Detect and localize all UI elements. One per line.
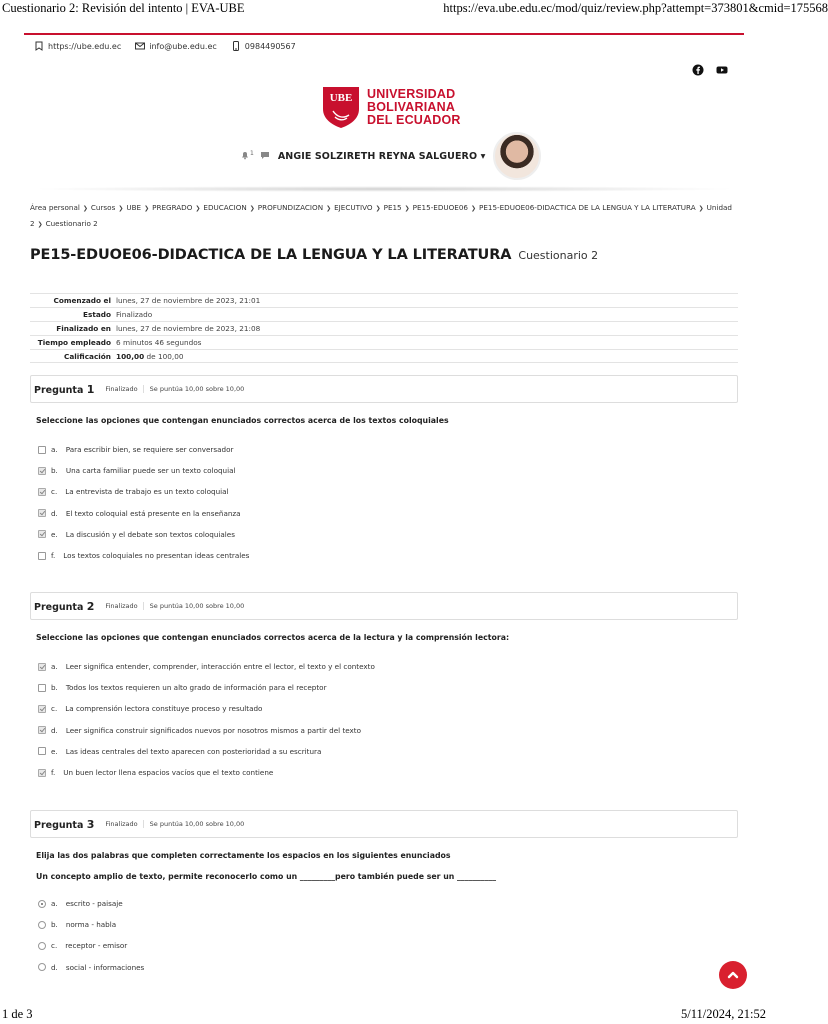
option-letter: a.	[51, 899, 58, 909]
answer-radio[interactable]	[38, 963, 46, 971]
option-text: escrito - paisaje	[65, 899, 123, 909]
social-links	[692, 61, 728, 73]
back-to-top-button[interactable]	[719, 961, 747, 989]
option-letter: d.	[51, 962, 58, 972]
answer-option[interactable]	[38, 439, 249, 460]
option-text: Leer significa construir significados nuevos por nosotros mismos a partir del texto	[65, 725, 362, 735]
option-text: El texto coloquial está presente en la enseñanza	[65, 508, 241, 518]
website-text: https://ube.edu.ec	[48, 41, 122, 51]
summary-row-time: Tiempo empleado 6 minutos 46 segundos	[30, 335, 738, 349]
breadcrumb-item[interactable]: Cuestionario 2	[45, 219, 98, 228]
contact-bar	[34, 41, 296, 51]
email-link[interactable]	[135, 41, 217, 51]
option-text: norma - habla	[65, 920, 117, 930]
option-text: Para escribir bien, se requiere ser conversador	[65, 445, 234, 455]
option-letter: d.	[51, 725, 58, 735]
answer-checkbox[interactable]	[38, 769, 46, 777]
summary-row-started: Comenzado el lunes, 27 de noviembre de 2023, 21:01	[30, 293, 738, 307]
question-2-header	[30, 592, 738, 620]
answer-option[interactable]	[38, 677, 375, 698]
answer-checkbox[interactable]	[38, 530, 46, 538]
summary-row-grade: Calificación 100,00 de 100,00	[30, 349, 738, 363]
answer-option[interactable]	[38, 741, 375, 762]
option-text: Las ideas centrales del texto aparecen con posterioridad a su escritura	[65, 746, 322, 756]
option-letter: e.	[51, 529, 58, 539]
breadcrumb-item[interactable]: Cursos	[90, 203, 116, 212]
chevron-right-icon: ❯	[404, 205, 410, 212]
chevron-right-icon: ❯	[326, 205, 332, 212]
breadcrumb-item[interactable]: UBE	[126, 203, 142, 212]
option-text: Los textos coloquiales no presentan ideas centrales	[63, 551, 250, 561]
envelope-icon	[135, 41, 145, 51]
option-letter: d.	[51, 508, 58, 518]
breadcrumb-item[interactable]: EJECUTIVO	[334, 203, 373, 212]
top-red-line	[24, 33, 744, 35]
answer-checkbox[interactable]	[38, 726, 46, 734]
summary-row-finished: Finalizado en lunes, 27 de noviembre de 2023, 21:08	[30, 321, 738, 335]
print-footer	[0, 1006, 768, 1024]
print-header	[0, 0, 828, 18]
question-3-text: Elija las dos palabras que completen correctamente los espacios en los siguientes enunciados	[36, 851, 451, 860]
answer-checkbox[interactable]	[38, 747, 46, 755]
breadcrumb-item[interactable]: PE15-EDUOE06	[412, 203, 468, 212]
email-text: info@ube.edu.ec	[149, 41, 217, 51]
chevron-right-icon: ❯	[249, 205, 255, 212]
university-name: UNIVERSIDAD BOLIVARIANA DEL ECUADOR	[367, 86, 461, 127]
facebook-icon[interactable]	[692, 61, 704, 73]
user-notifications	[240, 150, 270, 163]
question-number: Pregunta 1	[34, 382, 95, 396]
chevron-up-icon	[726, 968, 740, 982]
option-text: La comprensión lectora constituye proceso y resultado	[65, 704, 263, 714]
answer-checkbox[interactable]	[38, 552, 46, 560]
website-link[interactable]	[34, 41, 121, 51]
course-title: PE15-EDUOE06-DIDACTICA DE LA LENGUA Y LA LITERATURA	[30, 247, 512, 263]
question-state: Finalizado	[105, 820, 138, 828]
phone-icon	[231, 41, 241, 51]
breadcrumb-item[interactable]: PE15	[383, 203, 402, 212]
summary-row-state: Estado Finalizado	[30, 307, 738, 321]
answer-checkbox[interactable]	[38, 446, 46, 454]
question-1-options	[38, 439, 249, 566]
answer-option[interactable]	[38, 914, 144, 935]
user-bar	[240, 132, 541, 180]
answer-radio[interactable]	[38, 942, 46, 950]
notification-bell-icon[interactable]	[240, 150, 250, 163]
question-3-text-blanks: Un concepto amplio de texto, permite reconocerlo como un _________pero también puede ser un __________	[36, 872, 497, 881]
option-letter: c.	[51, 704, 58, 714]
question-state: Finalizado	[105, 602, 138, 610]
breadcrumb-item[interactable]: PE15-EDUOE06-DIDACTICA DE LA LENGUA Y LA LITERATURA	[479, 203, 696, 212]
print-url: https://eva.ube.edu.ec/mod/quiz/review.php?attempt=373801&cmid=175568	[443, 1, 828, 15]
question-1-header	[30, 375, 738, 403]
chevron-right-icon: ❯	[470, 205, 476, 212]
user-menu[interactable]: ANGIE SOLZIRETH REYNA SALGUERO ▾	[277, 150, 486, 162]
question-state: Finalizado	[105, 385, 138, 393]
answer-checkbox[interactable]	[38, 663, 46, 671]
option-text: La discusión y el debate son textos coloquiales	[65, 529, 235, 539]
chevron-right-icon: ❯	[82, 205, 88, 212]
answer-option[interactable]	[38, 481, 249, 502]
chevron-right-icon: ❯	[698, 205, 704, 212]
attempt-summary	[30, 293, 738, 363]
question-2-text: Seleccione las opciones que contengan enunciados correctos acerca de la lectura y la comprensión lectora:	[36, 633, 510, 642]
option-letter: e.	[51, 746, 58, 756]
university-logo[interactable]	[321, 85, 461, 129]
question-number: Pregunta 2	[34, 599, 95, 613]
option-text: Una carta familiar puede ser un texto coloquial	[65, 466, 236, 476]
chevron-right-icon: ❯	[37, 221, 43, 228]
option-text: receptor - emisor	[65, 941, 128, 951]
page-title	[30, 247, 598, 263]
option-letter: b.	[51, 920, 58, 930]
option-letter: c.	[51, 941, 58, 951]
question-points: Se puntúa 10,00 sobre 10,00	[143, 820, 245, 828]
chevron-right-icon: ❯	[118, 205, 124, 212]
answer-option[interactable]	[38, 720, 375, 741]
print-tab-title: Cuestionario 2: Revisión del intento | EVA-UBE	[2, 1, 245, 15]
answer-option[interactable]	[38, 460, 249, 481]
breadcrumb-item[interactable]: PREGRADO	[152, 203, 193, 212]
phone-link[interactable]	[231, 41, 296, 51]
svg-text:UBE: UBE	[329, 92, 353, 104]
breadcrumb-item[interactable]: PROFUNDIZACION	[257, 203, 324, 212]
answer-checkbox[interactable]	[38, 488, 46, 496]
avatar[interactable]	[493, 132, 541, 180]
option-text: Un buen lector llena espacios vacíos que el texto contiene	[63, 768, 274, 778]
question-number: Pregunta 3	[34, 817, 95, 831]
answer-option[interactable]	[38, 545, 249, 566]
ube-shield-logo	[321, 85, 361, 129]
option-letter: a.	[51, 445, 58, 455]
answer-option[interactable]	[38, 957, 144, 978]
notification-count: 1	[250, 149, 254, 157]
messages-icon[interactable]	[260, 150, 270, 163]
breadcrumb-item[interactable]: Área personal	[30, 203, 80, 212]
answer-option[interactable]	[38, 503, 249, 524]
print-datetime: 5/11/2024, 21:52	[681, 1007, 766, 1021]
phone-text: 0984490567	[244, 41, 296, 51]
breadcrumb-item[interactable]: EDUCACION	[203, 203, 247, 212]
youtube-icon[interactable]	[716, 61, 728, 73]
option-letter: f.	[51, 768, 56, 778]
header-divider	[30, 186, 738, 192]
chevron-right-icon: ❯	[375, 205, 381, 212]
answer-option[interactable]	[38, 762, 375, 783]
answer-checkbox[interactable]	[38, 705, 46, 713]
question-points: Se puntúa 10,00 sobre 10,00	[143, 602, 245, 610]
option-text: Leer significa entender, comprender, interacción entre el lector, el texto y el contexto	[65, 662, 375, 672]
chevron-right-icon: ❯	[144, 205, 150, 212]
quiz-title: Cuestionario 2	[518, 249, 599, 262]
answer-option[interactable]	[38, 698, 375, 719]
answer-checkbox[interactable]	[38, 509, 46, 517]
answer-checkbox[interactable]	[38, 684, 46, 692]
option-letter: b.	[51, 466, 58, 476]
answer-radio[interactable]	[38, 921, 46, 929]
breadcrumb	[30, 200, 740, 232]
breadcrumb-item[interactable]: Unidad 2	[30, 203, 732, 228]
bookmark-icon	[34, 41, 44, 51]
option-letter: f.	[51, 551, 56, 561]
question-2-options	[38, 656, 375, 783]
chevron-down-icon: ▾	[480, 150, 486, 162]
question-1-text: Seleccione las opciones que contengan enunciados correctos acerca de los textos coloquiales	[36, 416, 449, 425]
option-text: Todos los textos requieren un alto grado de información para el receptor	[65, 683, 327, 693]
chevron-right-icon: ❯	[195, 205, 201, 212]
answer-radio[interactable]	[38, 900, 46, 908]
answer-option[interactable]	[38, 893, 144, 914]
answer-option[interactable]	[38, 656, 375, 677]
option-text: La entrevista de trabajo es un texto coloquial	[65, 487, 229, 497]
option-text: social - informaciones	[65, 962, 145, 972]
answer-checkbox[interactable]	[38, 467, 46, 475]
answer-option[interactable]	[38, 524, 249, 545]
question-3-header	[30, 810, 738, 838]
option-letter: c.	[51, 487, 58, 497]
option-letter: a.	[51, 662, 58, 672]
question-3-options	[38, 893, 144, 978]
print-page-number: 1 de 3	[2, 1007, 33, 1021]
option-letter: b.	[51, 683, 58, 693]
question-points: Se puntúa 10,00 sobre 10,00	[143, 385, 245, 393]
answer-option[interactable]	[38, 935, 144, 956]
